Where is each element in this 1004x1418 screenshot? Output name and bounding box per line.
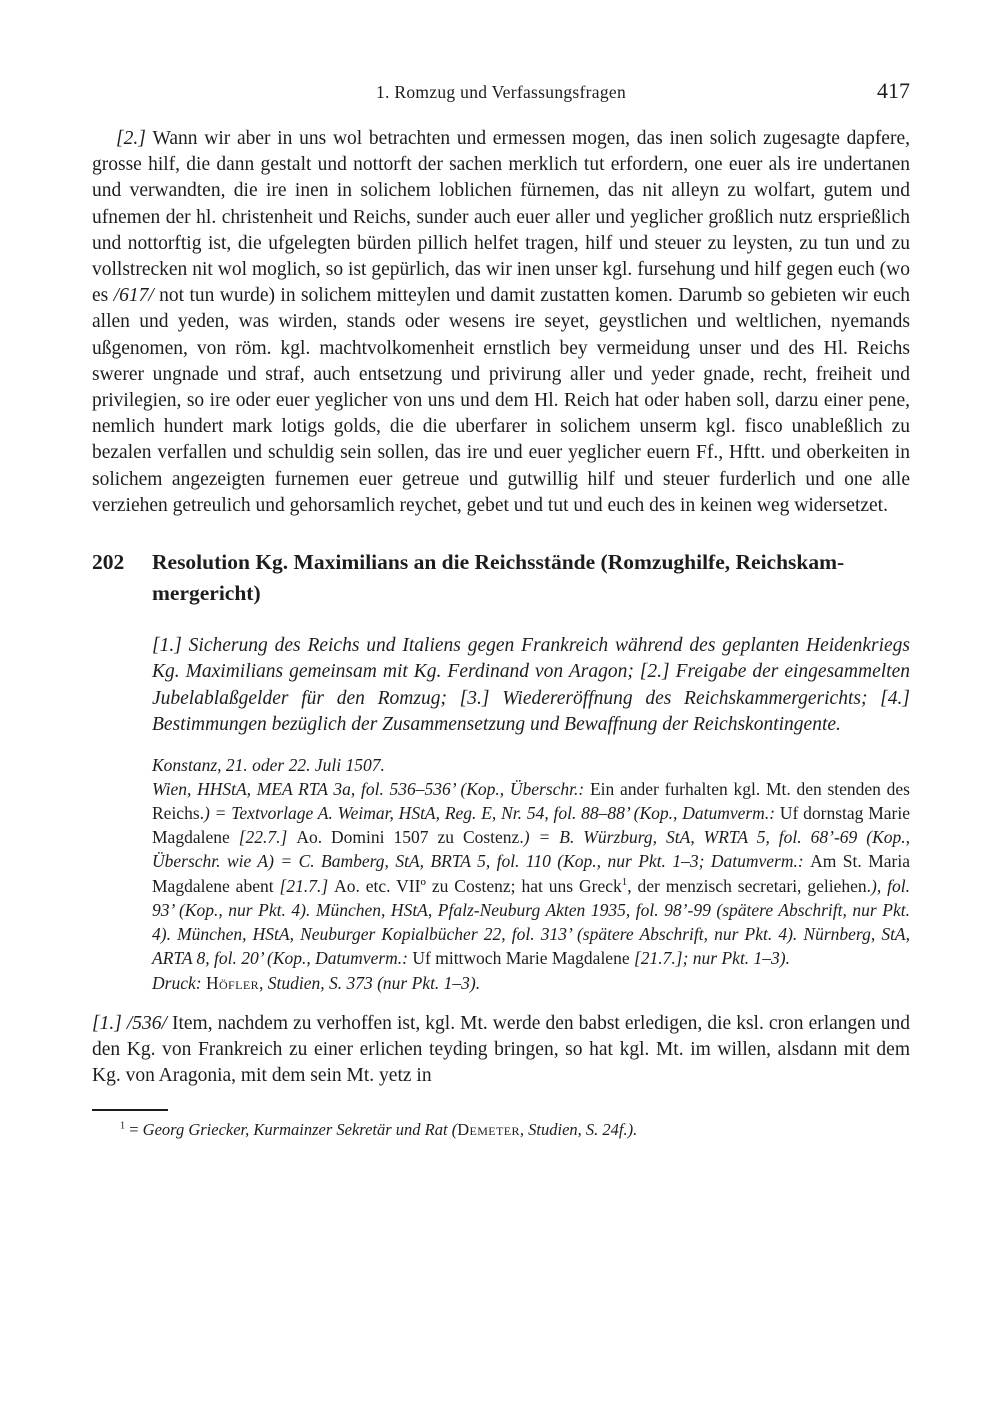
entry-dateline: Konstanz, 21. oder 22. Juli 1507. — [152, 754, 385, 775]
source-apparatus — [152, 753, 910, 995]
footnote: $^1$ = Georg Griecker, Kurmainzer Sekretär und Rat (Demeter, Studien, S. 24f.). — [120, 1120, 638, 1140]
page-number: 417 — [877, 78, 910, 103]
running-head: 1. Romzug und Verfassungsfragen — [375, 82, 627, 102]
entry-provenance: Wien, HHStA, MEA RTA 3a, fol. 536–536’ (Kop., Überschr.: Ein ander furhalten kgl. Mt. den stenden des Reichs.) = Textvorlage A. Weimar, HStA, Reg. E, Nr. 54, fol. 88–88’ (Kop., Datumverm.: Uf dornstag Marie Magdalene [22.7.] Ao. Domini 1507 zu Costenz.) = B. Würzburg, StA, WRTA 5, fol. 68’-69 (Kop., Überschr. wie A) = C. Bamberg, StA, BRTA 5, fol. 110 (Kop., nur Pkt. 1–3; Datumverm.: Am St. Maria Magdalene abent [21.7.] Ao. etc. VIIº zu Costenz; hat uns Greck$^1$, der menzisch secretari, geliehen.), fol. 93’ (Kop., nur Pkt. 4). München, HStA, Pfalz-Neuburg Akten 1935, fol. 98’-99 (spätere Abschrift, nur Pkt. 4). München, HStA, Neuburger Kopialbücher 22, fol. 313’ (spätere Abschrift, nur Pkt. 4). Nürnberg, StA, ARTA 8, fol. 20’ (Kop., Datumverm.: Uf mittwoch Marie Magdalene [21.7.]; nur Pkt. 1–3). — [152, 778, 911, 969]
footnote-area — [92, 1109, 910, 1141]
page-header — [92, 78, 910, 108]
entry-title-line1: Resolution Kg. Maximilians an die Reichsstände (Romzughilfe, Reichskam- — [152, 550, 845, 575]
entry-number: 202 — [92, 550, 125, 575]
intro-paragraph: [2.] Wann wir aber in uns wol betrachten und ermessen mogen, das inen solich zugesagte dapfere, grosse hilf, die dann gestalt und nottorft der sachen merklich tut erfordern, one euer als ire undertanen und verwandten, die ire inen in solichem loblichen fürnemen, das nit alleyn zu wolfart, gutem und ufnemen der hl. christenheit und Reichs, sunder auch euer aller und yeglicher großlich nutz ersprießlich und nottorftig ist, die ufgelegten bürden pillich helfet tragen, hilf und steuer zu leysten, zu tun und zu vollstrecken nit wol moglich, so ist gepürlich, das wir inen unser kgl. fursehung und hilf gegen euch (wo es /617/ not tun wurde) in solichem mitteylen und damit zustatten komen. Darumb so gebieten wir euch allen und yeden, was wirden, stands oder wesens ire seyet, geystlichen und weltlichen, nyemands ußgenomen, von röm. kgl. machtvolkomenheit ernstlich bey vermeidung unser und des Hl. Reichs swerer ungnade und straf, auch entsetzung und privirung aller und yeder gnade, recht, freiheit und privilegien, so ire oder euer yeglicher von uns und dem Hl. Reich hat oder haben soll, darzu einer pene, nemlich hundert mark lotigs golds, die die uberfarer in solichem unserm kgl. fisco unableßlich zu bezalen verfallen und schuldig sein sollen, das ire und euer yeglicher euern Ff., Hftt. und oberkeiten in solichem angezeigten furnemen euer getreue und gutwillig hilf und steuer furderlich und one alle verziehen getreulich und gehorsamlich reychet, gebet und tut und euch des in keinen weg widersetzet. — [92, 128, 910, 516]
entry-heading — [92, 547, 910, 609]
entry-title-line2: mergericht) — [152, 581, 261, 606]
entry-title — [152, 547, 844, 609]
footnote-rule — [92, 1109, 168, 1111]
entry-print-note: Druck: Höfler, Studien, S. 373 (nur Pkt. 1–3). — [152, 972, 481, 993]
entry-summary: [1.] Sicherung des Reichs und Italiens gegen Frankreich während des geplanten Heidenkriegs Kg. Maximilians gemeinsam mit Kg. Ferdinand von Aragon; [2.] Freigabe der eingesammelten Jubelablaßgelder für den Romzug; [3.] Wiedereröffnung des Reichskammergerichts; [4.] Bestimmungen bezüglich der Zusammensetzung und Bewaffnung der Reichskontingente. — [152, 635, 910, 736]
entry-body: [1.] /536/ Item, nachdem zu verhoffen ist, kgl. Mt. werde den babst erledigen, die ksl. cron erlangen und den Kg. von Frankreich zu einer erlichen teyding bringen, so hat kgl. Mt. im willen, alsdann mit dem Kg. von Aragonia, mit dem sein Mt. yetz in — [92, 1012, 910, 1087]
